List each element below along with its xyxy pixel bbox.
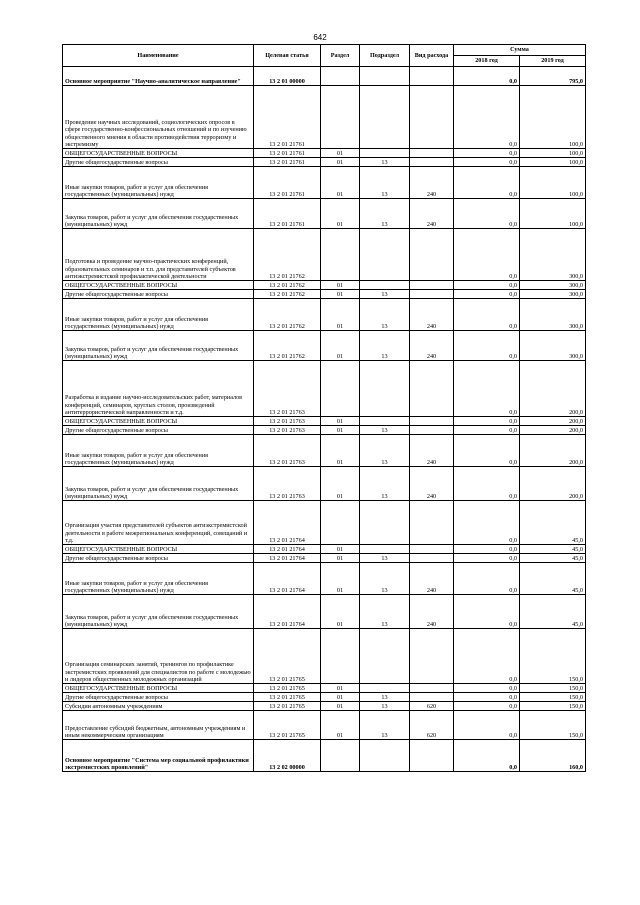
row-section: [321, 86, 360, 149]
row-section: 01: [321, 563, 360, 595]
row-expense-type: [410, 86, 454, 149]
row-name: Иные закупки товаров, работ и услуг для обеспечения государственных (муниципальных) нужд: [63, 167, 254, 199]
row-target: 13 2 01 21765: [254, 702, 321, 711]
table-header: [63, 45, 586, 67]
row-name: Организация участия представителей субъектов антиэкстремистской деятельности в работе межрегиональных конференций, совещаний и т.д.: [63, 501, 254, 545]
row-expense-type: [410, 67, 454, 86]
row-sum-2018: 0,0: [454, 67, 520, 86]
header-year-2018: 2018 год: [454, 56, 520, 67]
row-sum-2018: 0,0: [454, 467, 520, 501]
row-expense-type: [410, 417, 454, 426]
row-name: ОБЩЕГОСУДАРСТВЕННЫЕ ВОПРОСЫ: [63, 417, 254, 426]
row-section: [321, 501, 360, 545]
row-subsection: 13: [360, 595, 410, 629]
row-name: Субсидии автономным учреждениям: [63, 702, 254, 711]
row-subsection: [360, 281, 410, 290]
table-row: [63, 67, 586, 86]
row-target: 13 2 01 21763: [254, 435, 321, 467]
table-row: [63, 149, 586, 158]
row-expense-type: [410, 290, 454, 299]
row-sum-2019: 100,0: [520, 167, 586, 199]
row-section: 01: [321, 426, 360, 435]
row-target: 13 2 01 21763: [254, 361, 321, 417]
table-row: [63, 693, 586, 702]
row-sum-2019: 100,0: [520, 158, 586, 167]
row-subsection: 13: [360, 426, 410, 435]
row-target: 13 2 01 21761: [254, 86, 321, 149]
row-name: Основное мероприятие "Система мер социальной профилактики экстремистских проявлений": [63, 740, 254, 772]
row-sum-2018: 0,0: [454, 199, 520, 229]
row-target: 13 2 01 21761: [254, 167, 321, 199]
row-name: Закупка товаров, работ и услуг для обеспечения государственных (муниципальных) нужд: [63, 467, 254, 501]
row-sum-2018: 0,0: [454, 229, 520, 281]
row-subsection: 13: [360, 693, 410, 702]
row-sum-2019: 300,0: [520, 229, 586, 281]
row-sum-2018: 0,0: [454, 554, 520, 563]
header-subsection: Подраздел: [360, 45, 410, 67]
row-section: [321, 361, 360, 417]
row-section: 01: [321, 467, 360, 501]
row-sum-2018: 0,0: [454, 693, 520, 702]
row-expense-type: [410, 158, 454, 167]
row-expense-type: 240: [410, 467, 454, 501]
row-expense-type: [410, 684, 454, 693]
row-name: Иные закупки товаров, работ и услуг для обеспечения государственных (муниципальных) нужд: [63, 435, 254, 467]
row-target: 13 2 01 21764: [254, 554, 321, 563]
row-sum-2019: 300,0: [520, 299, 586, 331]
header-expense-type: Вид расхода: [410, 45, 454, 67]
table-row: [63, 702, 586, 711]
row-target: 13 2 01 21762: [254, 281, 321, 290]
table-row: [63, 467, 586, 501]
table-row: [63, 554, 586, 563]
row-sum-2019: 300,0: [520, 290, 586, 299]
row-name: Основное мероприятие "Научно-аналитическое направление": [63, 67, 254, 86]
table-row: [63, 299, 586, 331]
row-sum-2019: 45,0: [520, 554, 586, 563]
table-row: [63, 426, 586, 435]
page-number: 642: [313, 33, 327, 42]
table-row: [63, 281, 586, 290]
row-sum-2019: 100,0: [520, 149, 586, 158]
row-sum-2019: 300,0: [520, 331, 586, 361]
row-sum-2019: 160,0: [520, 740, 586, 772]
row-name: Проведение научных исследований, социологических опросов в сфере государственно-конфессиональных отношений и по изучению общественного мнения в области противодействия терроризму и экстремизму: [63, 86, 254, 149]
row-section: 01: [321, 554, 360, 563]
row-sum-2018: 0,0: [454, 684, 520, 693]
row-sum-2019: 150,0: [520, 684, 586, 693]
row-target: 13 2 01 21764: [254, 545, 321, 554]
table-row: [63, 740, 586, 772]
row-subsection: 13: [360, 167, 410, 199]
row-target: 13 2 02 00000: [254, 740, 321, 772]
table-row: [63, 86, 586, 149]
row-section: 01: [321, 331, 360, 361]
row-sum-2019: 200,0: [520, 417, 586, 426]
row-sum-2018: 0,0: [454, 281, 520, 290]
row-sum-2019: 200,0: [520, 435, 586, 467]
row-subsection: [360, 67, 410, 86]
row-sum-2018: 0,0: [454, 149, 520, 158]
row-target: 13 2 01 21764: [254, 563, 321, 595]
row-sum-2019: 45,0: [520, 563, 586, 595]
row-section: 01: [321, 290, 360, 299]
row-expense-type: 240: [410, 435, 454, 467]
row-name: Закупка товаров, работ и услуг для обеспечения государственных (муниципальных) нужд: [63, 595, 254, 629]
table-row: [63, 711, 586, 740]
header-name: Наименование: [63, 45, 254, 67]
row-name: Организация семинарских занятий, тренингов по профилактике экстремистских проявлений для специалистов по работе с молодежью и лидеров общественных молодежных организаций: [63, 629, 254, 684]
row-name: ОБЩЕГОСУДАРСТВЕННЫЕ ВОПРОСЫ: [63, 545, 254, 554]
row-section: 01: [321, 684, 360, 693]
row-sum-2019: 150,0: [520, 702, 586, 711]
row-name: Иные закупки товаров, работ и услуг для обеспечения государственных (муниципальных) нужд: [63, 299, 254, 331]
header-sum: Сумма: [454, 45, 586, 56]
table-row: [63, 331, 586, 361]
row-section: 01: [321, 158, 360, 167]
row-sum-2019: 200,0: [520, 467, 586, 501]
row-sum-2018: 0,0: [454, 167, 520, 199]
row-subsection: 13: [360, 554, 410, 563]
row-subsection: [360, 545, 410, 554]
row-sum-2018: 0,0: [454, 299, 520, 331]
row-name: Закупка товаров, работ и услуг для обеспечения государственных (муниципальных) нужд: [63, 331, 254, 361]
row-expense-type: [410, 361, 454, 417]
row-sum-2019: 100,0: [520, 86, 586, 149]
row-expense-type: 240: [410, 563, 454, 595]
row-target: 13 2 01 21762: [254, 290, 321, 299]
row-target: 13 2 01 21764: [254, 595, 321, 629]
row-name: Другие общегосударственные вопросы: [63, 158, 254, 167]
row-sum-2019: 150,0: [520, 711, 586, 740]
row-name: Другие общегосударственные вопросы: [63, 426, 254, 435]
row-subsection: [360, 740, 410, 772]
row-sum-2018: 0,0: [454, 86, 520, 149]
row-section: 01: [321, 299, 360, 331]
row-section: 01: [321, 199, 360, 229]
row-section: [321, 629, 360, 684]
row-section: [321, 740, 360, 772]
row-sum-2018: 0,0: [454, 435, 520, 467]
table-row: [63, 629, 586, 684]
row-name: Предоставление субсидий бюджетным, автономным учреждениям и иным некоммерческим организациям: [63, 711, 254, 740]
row-section: 01: [321, 417, 360, 426]
table-row: [63, 501, 586, 545]
row-section: 01: [321, 693, 360, 702]
row-sum-2018: 0,0: [454, 331, 520, 361]
row-section: 01: [321, 149, 360, 158]
row-expense-type: [410, 693, 454, 702]
row-sum-2019: 150,0: [520, 629, 586, 684]
row-target: 13 2 01 21765: [254, 684, 321, 693]
table-row: [63, 435, 586, 467]
table-row: [63, 595, 586, 629]
table-row: [63, 167, 586, 199]
row-expense-type: 240: [410, 331, 454, 361]
row-sum-2019: 200,0: [520, 426, 586, 435]
row-target: 13 2 01 00000: [254, 67, 321, 86]
row-section: 01: [321, 702, 360, 711]
row-sum-2019: 150,0: [520, 693, 586, 702]
row-target: 13 2 01 21765: [254, 629, 321, 684]
row-name: Разработка и издание научно-исследовательских работ, материалов конференций, семинаров, круглых столов, произведений антитеррористической направленности и т.д.: [63, 361, 254, 417]
table-row: [63, 417, 586, 426]
row-expense-type: 240: [410, 299, 454, 331]
header-year-2019: 2019 год: [520, 56, 586, 67]
row-section: [321, 67, 360, 86]
row-expense-type: [410, 545, 454, 554]
row-sum-2019: 100,0: [520, 199, 586, 229]
row-name: ОБЩЕГОСУДАРСТВЕННЫЕ ВОПРОСЫ: [63, 149, 254, 158]
table-row: [63, 361, 586, 417]
table-row: [63, 545, 586, 554]
row-subsection: 13: [360, 711, 410, 740]
row-subsection: 13: [360, 702, 410, 711]
row-target: 13 2 01 21761: [254, 158, 321, 167]
row-sum-2018: 0,0: [454, 563, 520, 595]
row-expense-type: [410, 501, 454, 545]
row-section: [321, 229, 360, 281]
row-expense-type: [410, 281, 454, 290]
row-sum-2019: 45,0: [520, 545, 586, 554]
row-target: 13 2 01 21762: [254, 331, 321, 361]
row-expense-type: [410, 554, 454, 563]
row-sum-2018: 0,0: [454, 417, 520, 426]
row-target: 13 2 01 21761: [254, 199, 321, 229]
row-expense-type: [410, 149, 454, 158]
row-subsection: 13: [360, 299, 410, 331]
row-target: 13 2 01 21763: [254, 426, 321, 435]
row-sum-2019: 200,0: [520, 361, 586, 417]
row-sum-2018: 0,0: [454, 629, 520, 684]
row-subsection: 13: [360, 158, 410, 167]
row-subsection: [360, 229, 410, 281]
row-target: 13 2 01 21762: [254, 229, 321, 281]
row-section: 01: [321, 281, 360, 290]
row-section: 01: [321, 711, 360, 740]
row-expense-type: 620: [410, 702, 454, 711]
table-body: [63, 67, 586, 772]
row-expense-type: [410, 229, 454, 281]
row-sum-2018: 0,0: [454, 290, 520, 299]
table-row: [63, 158, 586, 167]
row-name: Другие общегосударственные вопросы: [63, 554, 254, 563]
budget-table: [62, 44, 586, 772]
row-subsection: [360, 684, 410, 693]
row-sum-2018: 0,0: [454, 501, 520, 545]
row-target: 13 2 01 21765: [254, 711, 321, 740]
row-subsection: [360, 501, 410, 545]
row-expense-type: [410, 426, 454, 435]
row-expense-type: 240: [410, 199, 454, 229]
header-target: Целевая статья: [254, 45, 321, 67]
row-target: 13 2 01 21762: [254, 299, 321, 331]
row-name: Другие общегосударственные вопросы: [63, 693, 254, 702]
row-section: 01: [321, 545, 360, 554]
row-subsection: [360, 149, 410, 158]
row-target: 13 2 01 21765: [254, 693, 321, 702]
row-target: 13 2 01 21761: [254, 149, 321, 158]
row-sum-2018: 0,0: [454, 426, 520, 435]
row-subsection: [360, 86, 410, 149]
row-subsection: [360, 417, 410, 426]
row-sum-2018: 0,0: [454, 702, 520, 711]
row-section: 01: [321, 167, 360, 199]
row-sum-2018: 0,0: [454, 711, 520, 740]
row-expense-type: [410, 629, 454, 684]
row-sum-2019: 300,0: [520, 281, 586, 290]
row-section: 01: [321, 435, 360, 467]
row-name: ОБЩЕГОСУДАРСТВЕННЫЕ ВОПРОСЫ: [63, 281, 254, 290]
row-subsection: 13: [360, 435, 410, 467]
table-row: [63, 563, 586, 595]
header-section: Раздел: [321, 45, 360, 67]
row-target: 13 2 01 21764: [254, 501, 321, 545]
row-name: Иные закупки товаров, работ и услуг для обеспечения государственных (муниципальных) нужд: [63, 563, 254, 595]
row-sum-2018: 0,0: [454, 545, 520, 554]
row-sum-2018: 0,0: [454, 158, 520, 167]
row-expense-type: 240: [410, 167, 454, 199]
row-name: Закупка товаров, работ и услуг для обеспечения государственных (муниципальных) нужд: [63, 199, 254, 229]
row-subsection: 13: [360, 199, 410, 229]
row-sum-2019: 45,0: [520, 595, 586, 629]
row-sum-2018: 0,0: [454, 361, 520, 417]
row-sum-2018: 0,0: [454, 595, 520, 629]
table-row: [63, 684, 586, 693]
row-sum-2019: 45,0: [520, 501, 586, 545]
table-row: [63, 229, 586, 281]
row-target: 13 2 01 21763: [254, 467, 321, 501]
row-expense-type: 240: [410, 595, 454, 629]
row-subsection: [360, 361, 410, 417]
row-name: ОБЩЕГОСУДАРСТВЕННЫЕ ВОПРОСЫ: [63, 684, 254, 693]
table-row: [63, 199, 586, 229]
row-name: Другие общегосударственные вопросы: [63, 290, 254, 299]
row-sum-2019: 795,0: [520, 67, 586, 86]
row-subsection: [360, 629, 410, 684]
row-section: 01: [321, 595, 360, 629]
table-row: [63, 290, 586, 299]
row-subsection: 13: [360, 467, 410, 501]
row-subsection: 13: [360, 290, 410, 299]
row-expense-type: 620: [410, 711, 454, 740]
row-sum-2018: 0,0: [454, 740, 520, 772]
row-subsection: 13: [360, 331, 410, 361]
row-target: 13 2 01 21763: [254, 417, 321, 426]
row-expense-type: [410, 740, 454, 772]
row-name: Подготовка и проведение научно-практических конференций, образовательных семинаров и т.п. для представителей субъектов антиэкстремистской профилактической деятельности: [63, 229, 254, 281]
row-subsection: 13: [360, 563, 410, 595]
